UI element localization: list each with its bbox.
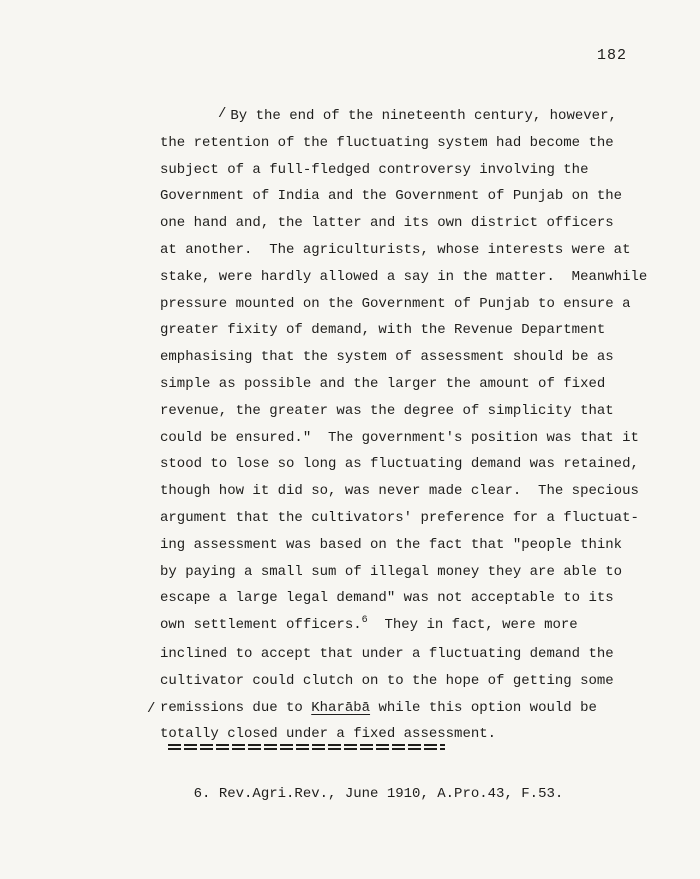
text-line — [160, 668, 665, 695]
text-segment: Government of India and the Government of Punjab on the — [160, 188, 623, 205]
text-segment: while this option would be — [370, 699, 597, 716]
text-segment: simple as possible and the larger the amount of fixed — [160, 375, 606, 392]
footnote-text: 6. Rev.Agri.Rev., June 1910, A.Pro.43, F.53. — [193, 785, 564, 802]
separator-dash-row — [168, 744, 445, 746]
text-line — [160, 641, 665, 668]
text-line — [160, 371, 665, 398]
text-segment: remissions due to — [160, 699, 312, 716]
text-segment: / — [218, 106, 227, 122]
text-segment: argument that the cultivators' preference for a fluctuat- — [160, 509, 639, 526]
text-line — [160, 344, 665, 371]
text-segment: cultivator could clutch on to the hope of getting some — [160, 672, 614, 689]
text-line — [160, 612, 665, 641]
text-segment: own settlement officers. — [160, 617, 362, 634]
footnote — [160, 754, 563, 834]
page-number: 182 — [597, 47, 628, 64]
text-segment: emphasising that the system of assessment should be as — [160, 349, 614, 366]
text-segment: by paying a small sum of illegal money they are able to — [160, 563, 623, 580]
text-segment: though how it did so, was never made clear. The specious — [160, 483, 639, 500]
text-segment: could be ensured." The government's position was that it — [160, 429, 639, 446]
footnote-marker: 6 — [361, 615, 368, 627]
text-segment: totally closed under a fixed assessment. — [160, 726, 497, 743]
text-line — [160, 317, 665, 344]
text-line — [160, 157, 665, 184]
text-line — [160, 398, 665, 425]
text-line — [160, 237, 665, 264]
footnote-separator — [168, 744, 445, 751]
text-line — [160, 130, 665, 157]
text-line — [147, 695, 665, 722]
text-line — [160, 210, 665, 237]
text-segment: ing assessment was based on the fact that "people think — [160, 536, 623, 553]
text-line — [160, 585, 665, 612]
text-line — [160, 425, 665, 452]
text-line — [160, 559, 665, 586]
text-segment: subject of a full-fledged controversy involving the — [160, 161, 589, 178]
text-segment: stood to lose so long as fluctuating demand was retained, — [160, 456, 639, 473]
text-segment: greater fixity of demand, with the Revenue Department — [160, 322, 606, 339]
margin-slash-mark: / — [147, 700, 156, 717]
text-line — [160, 264, 665, 291]
underlined-term: Kharābā — [311, 699, 371, 716]
text-line — [160, 103, 665, 130]
text-segment: inclined to accept that under a fluctuating demand the — [160, 645, 614, 662]
text-line — [160, 478, 665, 505]
text-segment: escape a large legal demand" was not acceptable to its — [160, 590, 614, 607]
text-segment: pressure mounted on the Government of Punjab to ensure a — [160, 295, 631, 312]
text-segment: the retention of the fluctuating system had become the — [160, 134, 614, 151]
text-line — [160, 451, 665, 478]
text-segment: one hand and, the latter and its own district officers — [160, 215, 614, 232]
text-line — [160, 291, 665, 318]
text-line — [160, 183, 665, 210]
body-text — [147, 103, 665, 748]
text-segment: They in fact, were more — [367, 617, 578, 634]
separator-dash-row — [168, 748, 445, 750]
text-segment: revenue, the greater was the degree of simplicity that — [160, 402, 614, 419]
text-line — [160, 505, 665, 532]
text-line — [160, 532, 665, 559]
text-segment: By the end of the nineteenth century, however, — [230, 108, 617, 124]
text-segment: stake, were hardly allowed a say in the matter. Meanwhile — [160, 268, 648, 285]
text-segment: at another. The agriculturists, whose interests were at — [160, 241, 631, 258]
